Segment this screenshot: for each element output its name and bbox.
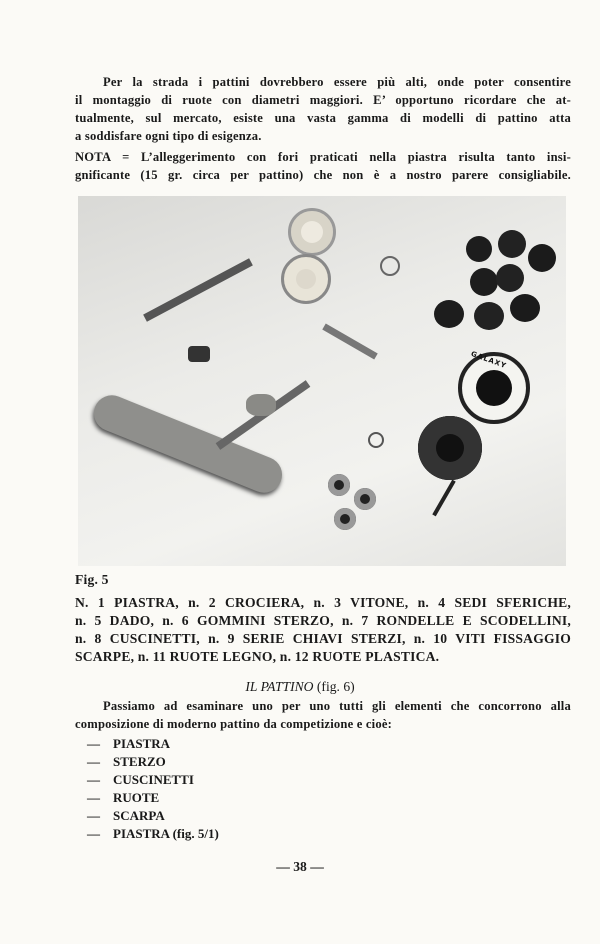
rubber-cushion xyxy=(496,264,524,292)
rubber-cushion xyxy=(470,268,498,296)
rubber-cushion xyxy=(510,294,540,322)
screw xyxy=(432,480,455,517)
rubber-cushion xyxy=(434,300,464,328)
text-line: tualmente, sul mercato, esiste una vasta gamma di modelli di pattino atta xyxy=(75,111,571,125)
rubber-cushion xyxy=(528,244,556,272)
caption-line: n. 5 DADO, n. 6 GOMMINI STERZO, n. 7 RONDELLE E SCODELLINI, xyxy=(75,613,571,628)
text-line: Per la strada i pattini dovrebbero essere più alti, onde poter consentire xyxy=(103,75,571,89)
text-line: NOTA = L’alleggerimento con fori praticati nella piastra risulta tanto insi- xyxy=(75,150,571,164)
text-line: a soddisfare ogni tipo di esigenza. xyxy=(75,129,262,143)
text-line: gnificante (15 gr. circa per pattino) che non è a nostro parere consigliabile. xyxy=(75,168,571,182)
wood-wheel xyxy=(288,208,336,256)
wrench-part xyxy=(143,258,253,321)
photo-brand-text: GALAXY xyxy=(469,349,508,371)
ball-seat xyxy=(188,346,210,362)
kingpin-part xyxy=(322,323,377,359)
wood-wheel xyxy=(281,254,331,304)
section-title: IL PATTINO xyxy=(245,679,314,694)
list-item: — PIASTRA (fig. 5/1) xyxy=(87,826,219,841)
figure-photo xyxy=(78,196,566,566)
bearing xyxy=(334,508,356,530)
section-heading xyxy=(0,679,600,695)
bearing xyxy=(328,474,350,496)
rubber-cushion xyxy=(466,236,492,262)
text-line: il montaggio di ruote con diametri maggiori. E’ opportuno ricordare che at- xyxy=(75,93,571,107)
section-title-ref: (fig. 6) xyxy=(316,679,355,694)
plastic-wheel xyxy=(418,416,482,480)
caption-line: N. 1 PIASTRA, n. 2 CROCIERA, n. 3 VITONE, n. 4 SEDI SFERICHE, xyxy=(75,595,571,610)
caption-line: SCARPE, n. 11 RUOTE LEGNO, n. 12 RUOTE PLASTICA. xyxy=(75,649,440,664)
bearing xyxy=(354,488,376,510)
list-item: — CUSCINETTI xyxy=(87,772,194,787)
caption-line: n. 8 CUSCINETTI, n. 9 SERIE CHIAVI STERZI, n. 10 VITI FISSAGGIO xyxy=(75,631,571,646)
nut xyxy=(368,432,384,448)
text-line: Passiamo ad esaminare uno per uno tutti gli elementi che concorrono alla xyxy=(103,699,571,713)
list-item: — SCARPA xyxy=(87,808,165,823)
list-item: — PIASTRA xyxy=(87,736,171,751)
list-item: — STERZO xyxy=(87,754,166,769)
figure-label: Fig. 5 xyxy=(75,572,109,587)
washer xyxy=(380,256,400,276)
rubber-cushion xyxy=(498,230,526,258)
list-item: — RUOTE xyxy=(87,790,160,805)
page-number: — 38 — xyxy=(276,859,324,874)
rubber-cushion xyxy=(474,302,504,330)
text-line: composizione di moderno pattino da competizione e cioè: xyxy=(75,717,393,731)
truck-part xyxy=(246,394,276,416)
